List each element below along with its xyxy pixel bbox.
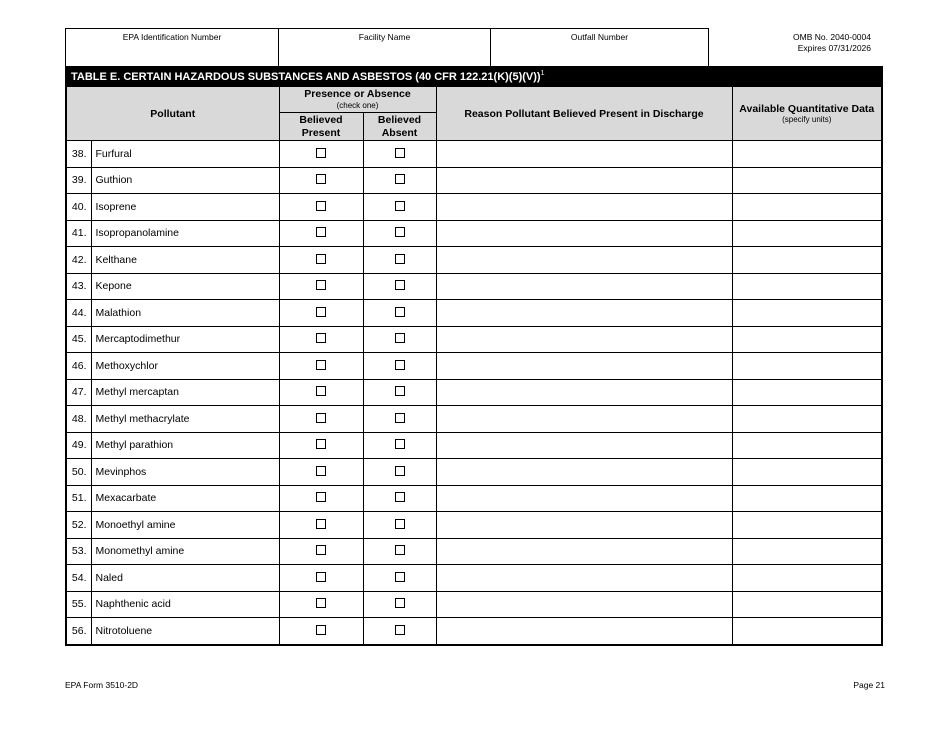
pollutant-name: Methyl parathion [91, 432, 279, 459]
header-presence-note: (check one) [336, 101, 379, 110]
believed-present-checkbox[interactable] [316, 519, 326, 529]
absent-cell [363, 432, 436, 459]
believed-present-checkbox[interactable] [316, 572, 326, 582]
epa-id-field[interactable] [66, 29, 279, 68]
reason-field[interactable] [436, 591, 732, 618]
absent-cell [363, 353, 436, 380]
title-footnote: 1 [540, 70, 545, 77]
believed-present-checkbox[interactable] [316, 360, 326, 370]
reason-field[interactable] [436, 247, 732, 274]
form-number: EPA Form 3510-2D [65, 680, 139, 690]
present-cell [279, 379, 363, 406]
reason-field[interactable] [436, 406, 732, 433]
believed-absent-checkbox[interactable] [395, 360, 405, 370]
believed-present-checkbox[interactable] [316, 413, 326, 423]
outfall-number-field[interactable] [491, 29, 709, 68]
present-cell [279, 300, 363, 327]
table-row [66, 591, 882, 618]
outfall-number-label: Outfall Number [570, 32, 629, 42]
believed-present-checkbox[interactable] [316, 625, 326, 635]
believed-present-checkbox[interactable] [316, 227, 326, 237]
quantitative-data-field[interactable] [732, 565, 882, 592]
believed-absent-checkbox[interactable] [395, 598, 405, 608]
believed-present-checkbox[interactable] [316, 148, 326, 158]
quantitative-data-field[interactable] [732, 167, 882, 194]
pollutant-name: Isoprene [91, 194, 279, 221]
row-number: 46. [66, 353, 91, 380]
believed-absent-checkbox[interactable] [395, 148, 405, 158]
omb-info [793, 32, 871, 54]
row-number: 39. [66, 167, 91, 194]
absent-cell [363, 167, 436, 194]
absent-cell [363, 379, 436, 406]
row-number: 43. [66, 273, 91, 300]
pollutant-name: Mercaptodimethur [91, 326, 279, 353]
quantitative-data-field[interactable] [732, 379, 882, 406]
row-number: 50. [66, 459, 91, 486]
pollutant-name: Malathion [91, 300, 279, 327]
table-row [66, 485, 882, 512]
believed-present-checkbox[interactable] [316, 333, 326, 343]
table-row [66, 432, 882, 459]
reason-field[interactable] [436, 379, 732, 406]
present-cell [279, 565, 363, 592]
absent-cell [363, 194, 436, 221]
header-absent-line1: Believed [377, 113, 422, 126]
quantitative-data-field[interactable] [732, 406, 882, 433]
row-number: 49. [66, 432, 91, 459]
hazardous-substances-table [65, 66, 883, 646]
table-row [66, 220, 882, 247]
pollutant-name: Methoxychlor [91, 353, 279, 380]
table-title [66, 67, 882, 87]
header-absent-line2: Absent [381, 126, 418, 139]
believed-absent-checkbox[interactable] [395, 492, 405, 502]
row-number: 42. [66, 247, 91, 274]
row-number: 51. [66, 485, 91, 512]
quantitative-data-field[interactable] [732, 512, 882, 539]
pollutant-name: Mevinphos [91, 459, 279, 486]
quantitative-data-field[interactable] [732, 353, 882, 380]
quantitative-data-field[interactable] [732, 459, 882, 486]
present-cell [279, 220, 363, 247]
present-cell [279, 194, 363, 221]
believed-absent-checkbox[interactable] [395, 333, 405, 343]
quantitative-data-field[interactable] [732, 591, 882, 618]
table-row [66, 538, 882, 565]
quantitative-data-field[interactable] [732, 538, 882, 565]
table-row [66, 273, 882, 300]
facility-name-field[interactable] [279, 29, 491, 68]
present-cell [279, 618, 363, 645]
believed-absent-checkbox[interactable] [395, 413, 405, 423]
reason-field[interactable] [436, 459, 732, 486]
header-quantitative [732, 87, 882, 141]
absent-cell [363, 512, 436, 539]
believed-absent-checkbox[interactable] [395, 439, 405, 449]
believed-absent-checkbox[interactable] [395, 174, 405, 184]
believed-absent-checkbox[interactable] [395, 625, 405, 635]
believed-present-checkbox[interactable] [316, 201, 326, 211]
quantitative-data-field[interactable] [732, 485, 882, 512]
believed-present-checkbox[interactable] [316, 280, 326, 290]
present-cell [279, 432, 363, 459]
believed-present-checkbox[interactable] [316, 439, 326, 449]
page-number: Page 21 [853, 680, 885, 690]
believed-absent-checkbox[interactable] [395, 201, 405, 211]
absent-cell [363, 326, 436, 353]
reason-field[interactable] [436, 538, 732, 565]
table-row [66, 512, 882, 539]
believed-present-checkbox[interactable] [316, 174, 326, 184]
reason-field[interactable] [436, 485, 732, 512]
absent-cell [363, 538, 436, 565]
header-reason-text: Reason Pollutant Believed Present in Discharge [464, 107, 704, 120]
omb-number: OMB No. 2040-0004 [793, 32, 871, 42]
absent-cell [363, 141, 436, 168]
header-quant-text: Available Quantitative Data [739, 103, 875, 115]
pollutant-name: Kelthane [91, 247, 279, 274]
table-body [66, 141, 882, 645]
row-number: 52. [66, 512, 91, 539]
header-reason [436, 87, 732, 141]
pollutant-name: Naphthenic acid [91, 591, 279, 618]
pollutant-name: Guthion [91, 167, 279, 194]
believed-present-checkbox[interactable] [316, 492, 326, 502]
present-cell [279, 326, 363, 353]
row-number: 48. [66, 406, 91, 433]
pollutant-name: Isopropanolamine [91, 220, 279, 247]
believed-present-checkbox[interactable] [316, 466, 326, 476]
present-cell [279, 353, 363, 380]
table-row [66, 300, 882, 327]
present-cell [279, 538, 363, 565]
header-present-line2: Present [301, 126, 341, 139]
row-number: 56. [66, 618, 91, 645]
reason-field[interactable] [436, 141, 732, 168]
row-number: 53. [66, 538, 91, 565]
absent-cell [363, 459, 436, 486]
believed-absent-checkbox[interactable] [395, 307, 405, 317]
omb-expires: Expires 07/31/2026 [797, 43, 871, 53]
table-row [66, 406, 882, 433]
absent-cell [363, 247, 436, 274]
quantitative-data-field[interactable] [732, 194, 882, 221]
reason-field[interactable] [436, 194, 732, 221]
table-row [66, 167, 882, 194]
reason-field[interactable] [436, 618, 732, 645]
present-cell [279, 459, 363, 486]
present-cell [279, 406, 363, 433]
pollutant-name: Monoethyl amine [91, 512, 279, 539]
quantitative-data-field[interactable] [732, 300, 882, 327]
absent-cell [363, 485, 436, 512]
facility-name-label: Facility Name [358, 32, 411, 42]
header-present-line1: Believed [299, 113, 343, 126]
pollutant-name: Mexacarbate [91, 485, 279, 512]
table-row [66, 353, 882, 380]
row-number: 44. [66, 300, 91, 327]
row-number: 41. [66, 220, 91, 247]
absent-cell [363, 565, 436, 592]
quantitative-data-field[interactable] [732, 273, 882, 300]
believed-absent-checkbox[interactable] [395, 572, 405, 582]
pollutant-name: Furfural [91, 141, 279, 168]
epa-id-label: EPA Identification Number [122, 32, 222, 42]
reason-field[interactable] [436, 273, 732, 300]
pollutant-name: Nitrotoluene [91, 618, 279, 645]
present-cell [279, 512, 363, 539]
present-cell [279, 485, 363, 512]
reason-field[interactable] [436, 326, 732, 353]
table-row [66, 247, 882, 274]
row-number: 55. [66, 591, 91, 618]
row-number: 54. [66, 565, 91, 592]
pollutant-name: Kepone [91, 273, 279, 300]
header-pollutant-text: Pollutant [150, 107, 196, 120]
believed-absent-checkbox[interactable] [395, 466, 405, 476]
reason-field[interactable] [436, 565, 732, 592]
header-believed-absent [363, 113, 436, 141]
believed-absent-checkbox[interactable] [395, 254, 405, 264]
table-row [66, 141, 882, 168]
table-row [66, 459, 882, 486]
absent-cell [363, 300, 436, 327]
row-number: 38. [66, 141, 91, 168]
header-quant-note: (specify units) [782, 115, 832, 124]
pollutant-name: Naled [91, 565, 279, 592]
reason-field[interactable] [436, 432, 732, 459]
reason-field[interactable] [436, 220, 732, 247]
believed-absent-checkbox[interactable] [395, 227, 405, 237]
row-number: 45. [66, 326, 91, 353]
believed-absent-checkbox[interactable] [395, 519, 405, 529]
quantitative-data-field[interactable] [732, 326, 882, 353]
header-pollutant [66, 87, 279, 141]
reason-field[interactable] [436, 300, 732, 327]
absent-cell [363, 406, 436, 433]
absent-cell [363, 273, 436, 300]
quantitative-data-field[interactable] [732, 141, 882, 168]
table-row [66, 565, 882, 592]
believed-present-checkbox[interactable] [316, 307, 326, 317]
believed-present-checkbox[interactable] [316, 254, 326, 264]
absent-cell [363, 618, 436, 645]
pollutant-name: Methyl mercaptan [91, 379, 279, 406]
header-fields [65, 28, 709, 68]
absent-cell [363, 591, 436, 618]
table-row [66, 379, 882, 406]
row-number: 47. [66, 379, 91, 406]
present-cell [279, 141, 363, 168]
believed-present-checkbox[interactable] [316, 545, 326, 555]
header-believed-present [279, 113, 363, 141]
header-presence [279, 87, 436, 113]
table-row [66, 194, 882, 221]
absent-cell [363, 220, 436, 247]
row-number: 40. [66, 194, 91, 221]
header-presence-text: Presence or Absence [304, 88, 411, 100]
quantitative-data-field[interactable] [732, 618, 882, 645]
reason-field[interactable] [436, 512, 732, 539]
quantitative-data-field[interactable] [732, 247, 882, 274]
quantitative-data-field[interactable] [732, 432, 882, 459]
present-cell [279, 247, 363, 274]
believed-present-checkbox[interactable] [316, 386, 326, 396]
believed-present-checkbox[interactable] [316, 598, 326, 608]
table-row [66, 618, 882, 645]
quantitative-data-field[interactable] [732, 220, 882, 247]
reason-field[interactable] [436, 167, 732, 194]
present-cell [279, 591, 363, 618]
pollutant-name: Methyl methacrylate [91, 406, 279, 433]
believed-absent-checkbox[interactable] [395, 386, 405, 396]
table-row [66, 326, 882, 353]
present-cell [279, 273, 363, 300]
believed-absent-checkbox[interactable] [395, 545, 405, 555]
present-cell [279, 167, 363, 194]
reason-field[interactable] [436, 353, 732, 380]
pollutant-name: Monomethyl amine [91, 538, 279, 565]
table-title-text: TABLE E. CERTAIN HAZARDOUS SUBSTANCES AND ASBESTOS (40 CFR 122.21(K)(5)(V)) [71, 71, 541, 83]
believed-absent-checkbox[interactable] [395, 280, 405, 290]
